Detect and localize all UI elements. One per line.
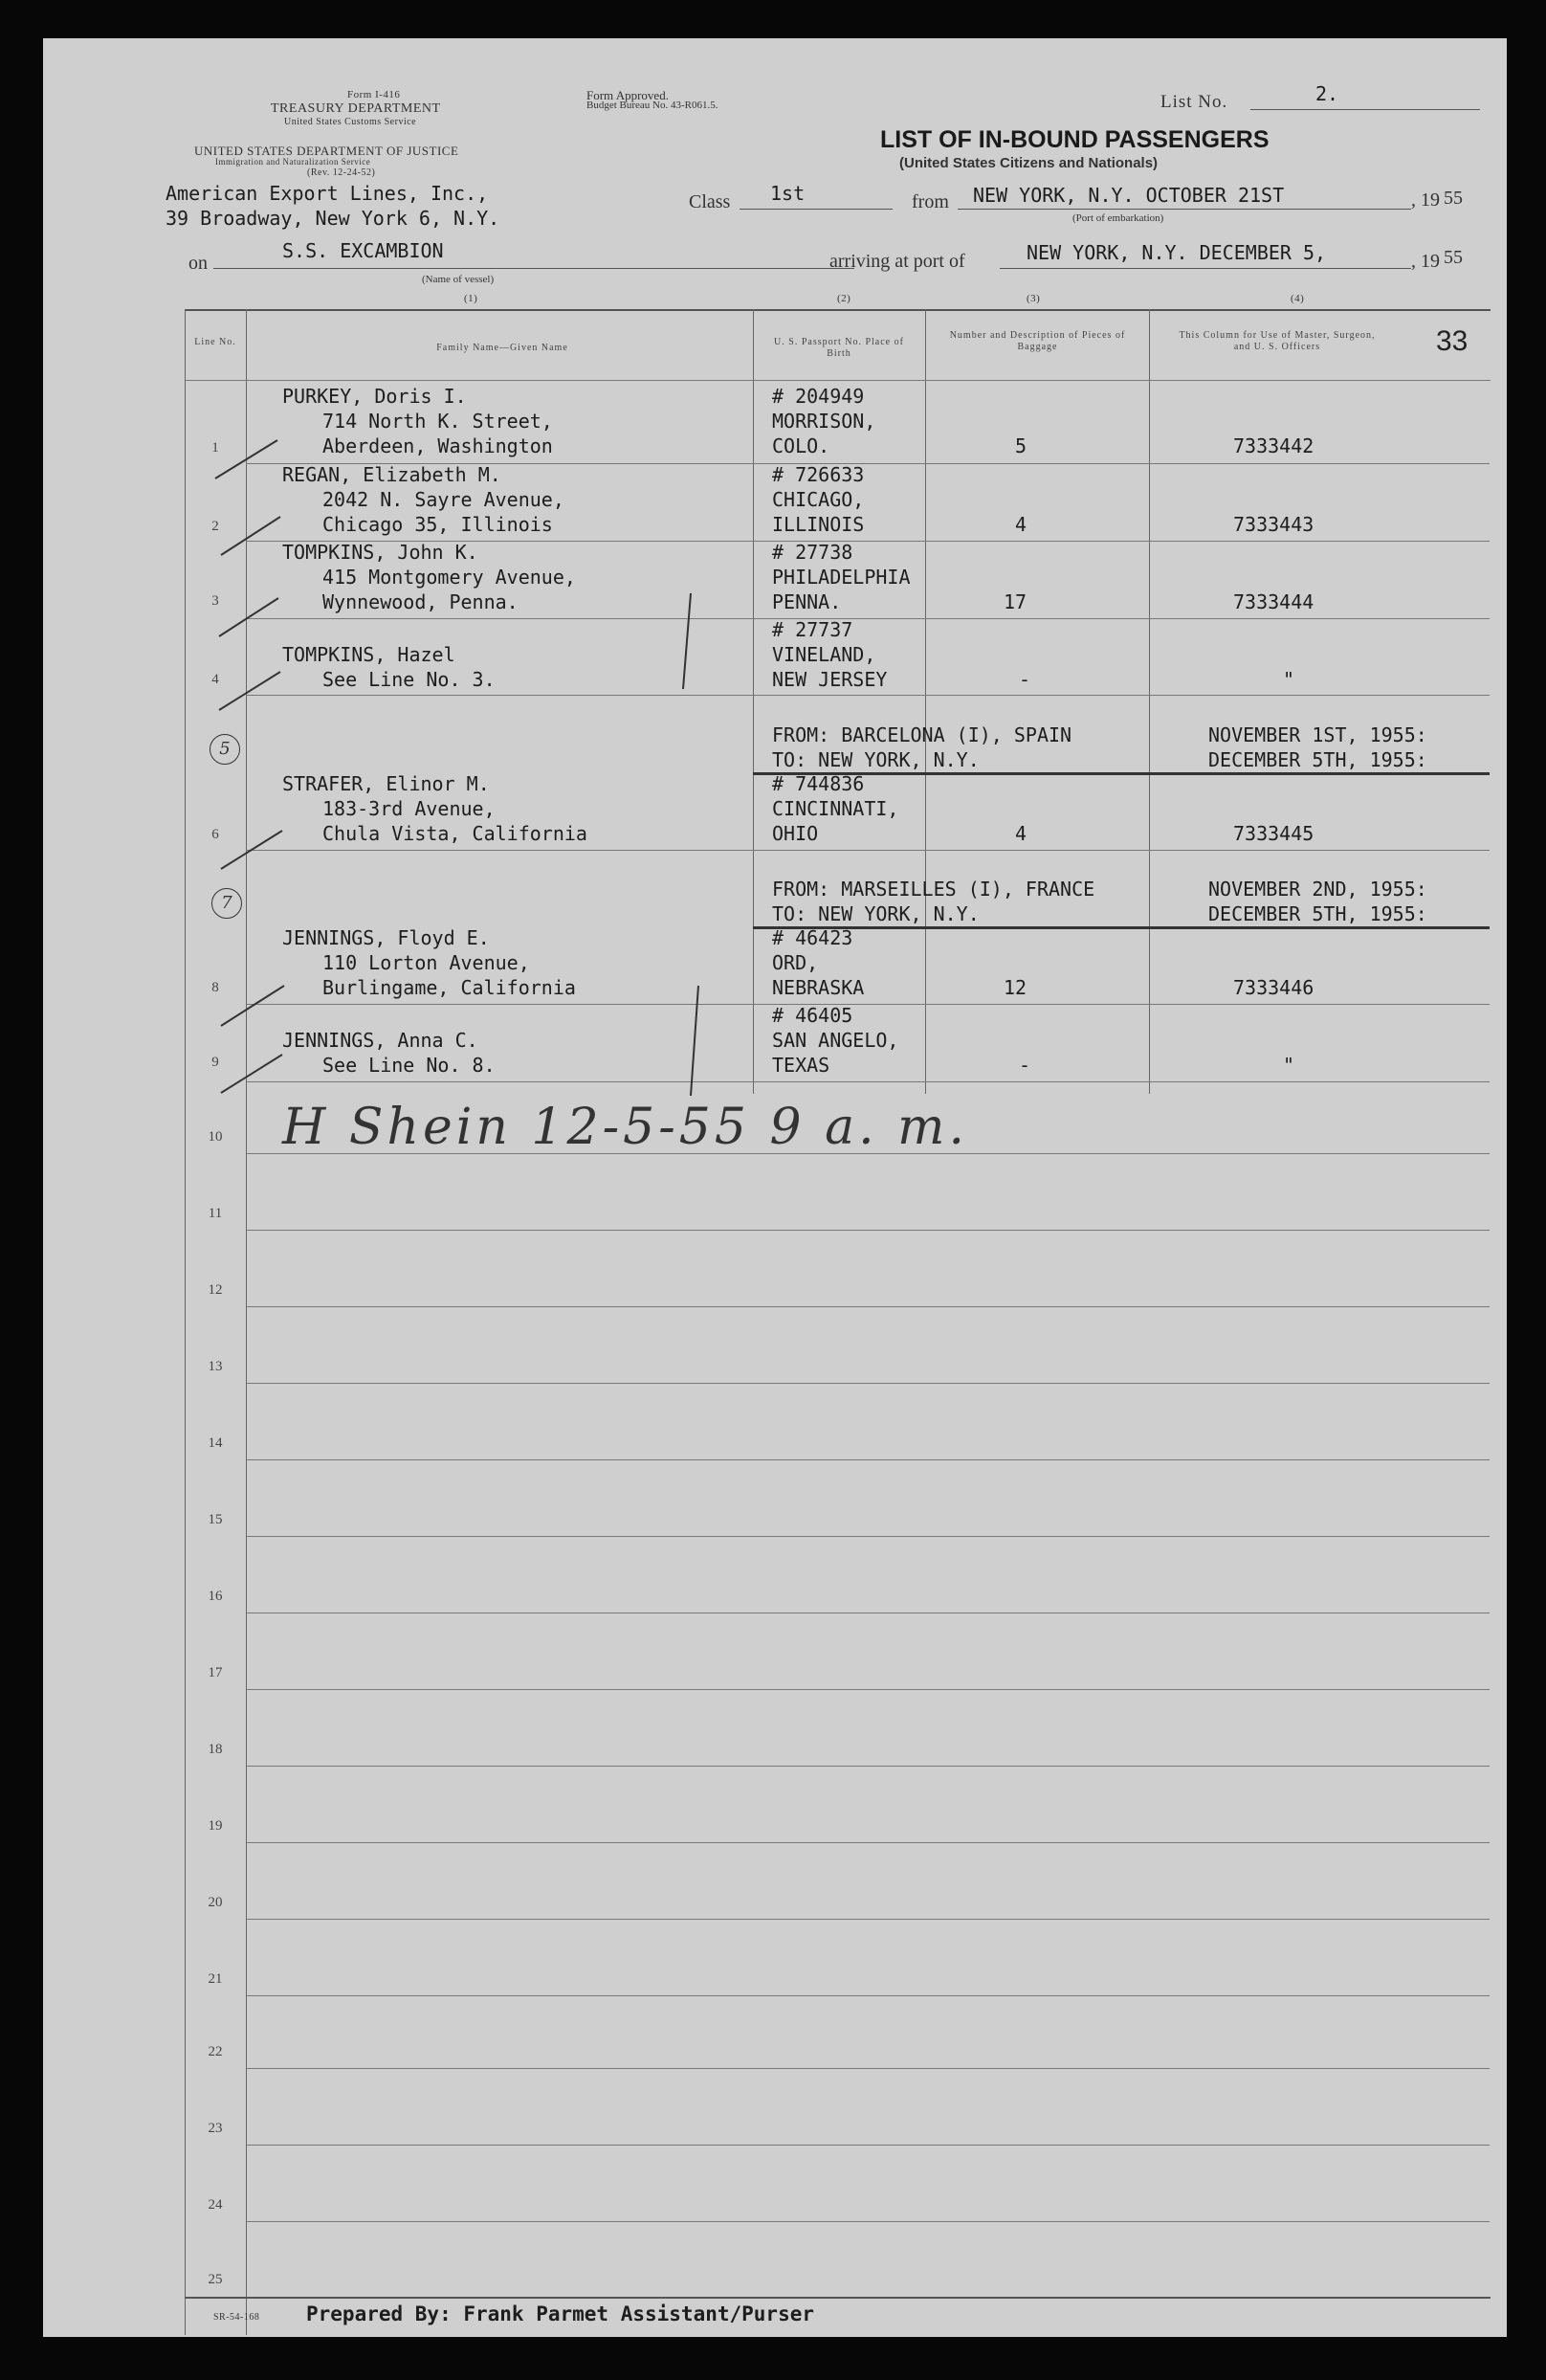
- customs-label: United States Customs Service: [284, 117, 417, 127]
- line-number: 13: [208, 1359, 223, 1374]
- line-mark-circled: 5: [210, 734, 240, 765]
- rev-label: (Rev. 12-24-52): [307, 167, 376, 178]
- line-number: 23: [208, 2121, 223, 2136]
- birth-place-2: ILLINOIS: [772, 513, 865, 536]
- passport-number: # 46405: [772, 1004, 853, 1027]
- passenger-name: PURKEY, Doris I.: [282, 385, 467, 408]
- baggage-count: -: [1019, 668, 1031, 691]
- passenger-address-1: 415 Montgomery Avenue,: [322, 566, 576, 589]
- officer-number: ": [1283, 1054, 1295, 1077]
- col-num-1: (1): [464, 293, 478, 304]
- vessel-caption: (Name of vessel): [422, 274, 495, 285]
- col-header-line-no: Line No.: [194, 337, 236, 347]
- class-value: 1st: [770, 182, 806, 205]
- manifest-page: [43, 38, 1507, 2337]
- voyage-date-depart: NOVEMBER 2ND, 1955:: [1208, 878, 1427, 901]
- passenger-address-2: See Line No. 8.: [322, 1054, 496, 1077]
- passport-number: # 726633: [772, 463, 865, 486]
- line-number: 11: [208, 1206, 223, 1221]
- line-number: 19: [208, 1818, 223, 1834]
- passenger-name: TOMPKINS, John K.: [282, 541, 478, 564]
- line-number: 4: [211, 672, 219, 687]
- year1-prefix: , 19: [1411, 189, 1440, 211]
- year2-prefix: , 19: [1411, 251, 1440, 272]
- port-embark-caption: (Port of embarkation): [1072, 212, 1164, 224]
- birth-place-2: NEW JERSEY: [772, 668, 888, 691]
- passenger-address-2: Aberdeen, Washington: [322, 434, 553, 457]
- line-number: 16: [208, 1589, 223, 1604]
- line-number: 15: [208, 1512, 223, 1527]
- col-header-name: Family Name—Given Name: [436, 343, 568, 353]
- officer-number: 7333443: [1233, 513, 1314, 536]
- baggage-count: 5: [1015, 434, 1027, 457]
- year1-value: 55: [1444, 188, 1463, 209]
- line-number: 2: [211, 519, 219, 534]
- form-code: SR-54-168: [213, 2312, 260, 2323]
- line-number: 18: [208, 1742, 223, 1757]
- line-number: 3: [211, 593, 219, 609]
- officer-number: 7333445: [1233, 822, 1314, 845]
- line-number: 8: [211, 980, 219, 995]
- page-number: 33: [1436, 325, 1469, 357]
- line-number: 9: [211, 1055, 219, 1070]
- vessel-name: S.S. EXCAMBION: [282, 239, 444, 262]
- birth-place-2: NEBRASKA: [772, 976, 865, 999]
- handwritten-note: H Shein 12-5-55 9 a. m.: [282, 1099, 969, 1156]
- passenger-address-1: 183-3rd Avenue,: [322, 797, 496, 820]
- passenger-name: TOMPKINS, Hazel: [282, 643, 455, 666]
- company-line-2: 39 Broadway, New York 6, N.Y.: [166, 207, 500, 230]
- year2-value: 55: [1444, 247, 1463, 268]
- officer-number: 7333446: [1233, 976, 1314, 999]
- class-label: Class: [689, 191, 731, 212]
- passenger-address-2: Wynnewood, Penna.: [322, 590, 519, 613]
- line-number: 21: [208, 1971, 223, 1987]
- arriving-value: NEW YORK, N.Y. DECEMBER 5,: [1027, 241, 1327, 264]
- birth-place-1: VINELAND,: [772, 643, 876, 666]
- col-header-baggage: Number and Description of Pieces of Baggage: [949, 330, 1126, 352]
- passenger-address-2: Chicago 35, Illinois: [322, 513, 553, 536]
- line-number: 24: [208, 2197, 223, 2213]
- line-number: 14: [208, 1435, 223, 1451]
- line-number: 22: [208, 2044, 223, 2059]
- voyage-from: FROM: BARCELONA (I), SPAIN: [772, 723, 1072, 746]
- line-number: 17: [208, 1665, 223, 1680]
- birth-place-2: COLO.: [772, 434, 830, 457]
- page-title: LIST OF IN-BOUND PASSENGERS: [880, 126, 1270, 153]
- baggage-count: 17: [1004, 590, 1027, 613]
- col-header-officers: This Column for Use of Master, Surgeon, and U. S. Officers: [1179, 330, 1376, 352]
- line-number: 1: [211, 440, 219, 456]
- passenger-address-1: 2042 N. Sayre Avenue,: [322, 488, 564, 511]
- birth-place-1: CINCINNATI,: [772, 797, 899, 820]
- list-no-value: 2.: [1315, 82, 1339, 105]
- col-num-4: (4): [1291, 293, 1305, 304]
- birth-place-2: TEXAS: [772, 1054, 830, 1077]
- passenger-address-1: 110 Lorton Avenue,: [322, 951, 530, 974]
- on-label: on: [188, 253, 208, 274]
- prepared-by: Prepared By: Frank Parmet Assistant/Purser: [306, 2302, 815, 2325]
- passport-number: # 27737: [772, 618, 853, 641]
- col-num-3: (3): [1027, 293, 1041, 304]
- voyage-date-arrive: DECEMBER 5TH, 1955:: [1208, 748, 1427, 771]
- passenger-name: JENNINGS, Anna C.: [282, 1029, 478, 1052]
- passenger-name: JENNINGS, Floyd E.: [282, 926, 490, 949]
- voyage-to: TO: NEW YORK, N.Y.: [772, 902, 980, 925]
- voyage-from: FROM: MARSEILLES (I), FRANCE: [772, 878, 1095, 901]
- justice-label: UNITED STATES DEPARTMENT OF JUSTICE: [194, 144, 459, 158]
- birth-place-1: PHILADELPHIA: [772, 566, 911, 589]
- passenger-address-2: See Line No. 3.: [322, 668, 496, 691]
- passenger-name: REGAN, Elizabeth M.: [282, 463, 501, 486]
- birth-place-2: PENNA.: [772, 590, 842, 613]
- passenger-name: STRAFER, Elinor M.: [282, 772, 490, 795]
- passport-number: # 204949: [772, 385, 865, 408]
- passport-number: # 46423: [772, 926, 853, 949]
- baggage-count: 12: [1004, 976, 1027, 999]
- from-value: NEW YORK, N.Y. OCTOBER 21ST: [973, 184, 1285, 207]
- voyage-date-arrive: DECEMBER 5TH, 1955:: [1208, 902, 1427, 925]
- line-number: 25: [208, 2272, 223, 2287]
- check-marks: [187, 373, 301, 1101]
- line-mark-circled: 7: [211, 888, 242, 919]
- page-subtitle: (United States Citizens and Nationals): [899, 155, 1159, 171]
- company-line-1: American Export Lines, Inc.,: [166, 182, 489, 205]
- from-label: from: [912, 191, 949, 212]
- line-number: 10: [208, 1129, 223, 1145]
- col-num-2: (2): [837, 293, 851, 304]
- immigration-label: Immigration and Naturalization Service: [215, 157, 371, 167]
- list-no-label: List No.: [1160, 92, 1228, 112]
- baggage-count: -: [1019, 1054, 1031, 1077]
- passenger-address-2: Burlingame, California: [322, 976, 576, 999]
- line-number: 6: [211, 827, 219, 842]
- treasury-label: TREASURY DEPARTMENT: [271, 101, 441, 116]
- birth-place-1: CHICAGO,: [772, 488, 865, 511]
- line-number: 20: [208, 1895, 223, 1910]
- baggage-count: 4: [1015, 513, 1027, 536]
- passenger-address-1: 714 North K. Street,: [322, 410, 553, 433]
- baggage-count: 4: [1015, 822, 1027, 845]
- pen-strokes: [670, 545, 708, 1120]
- passport-number: # 27738: [772, 541, 853, 564]
- officer-number: 7333442: [1233, 434, 1314, 457]
- passport-number: # 744836: [772, 772, 865, 795]
- arriving-label: arriving at port of: [829, 251, 965, 272]
- form-number: Form I-416: [347, 89, 401, 100]
- col-header-passport: U. S. Passport No. Place of Birth: [774, 337, 904, 359]
- birth-place-1: ORD,: [772, 951, 819, 974]
- officer-number: 7333444: [1233, 590, 1314, 613]
- voyage-date-depart: NOVEMBER 1ST, 1955:: [1208, 723, 1427, 746]
- birth-place-2: OHIO: [772, 822, 819, 845]
- form-approved: Form Approved.: [586, 88, 669, 102]
- budget-bureau: Budget Bureau No. 43-R061.5.: [586, 100, 718, 111]
- passenger-address-2: Chula Vista, California: [322, 822, 587, 845]
- birth-place-1: MORRISON,: [772, 410, 876, 433]
- voyage-to: TO: NEW YORK, N.Y.: [772, 748, 980, 771]
- officer-number: ": [1283, 668, 1295, 691]
- line-number: 12: [208, 1282, 223, 1298]
- birth-place-1: SAN ANGELO,: [772, 1029, 899, 1052]
